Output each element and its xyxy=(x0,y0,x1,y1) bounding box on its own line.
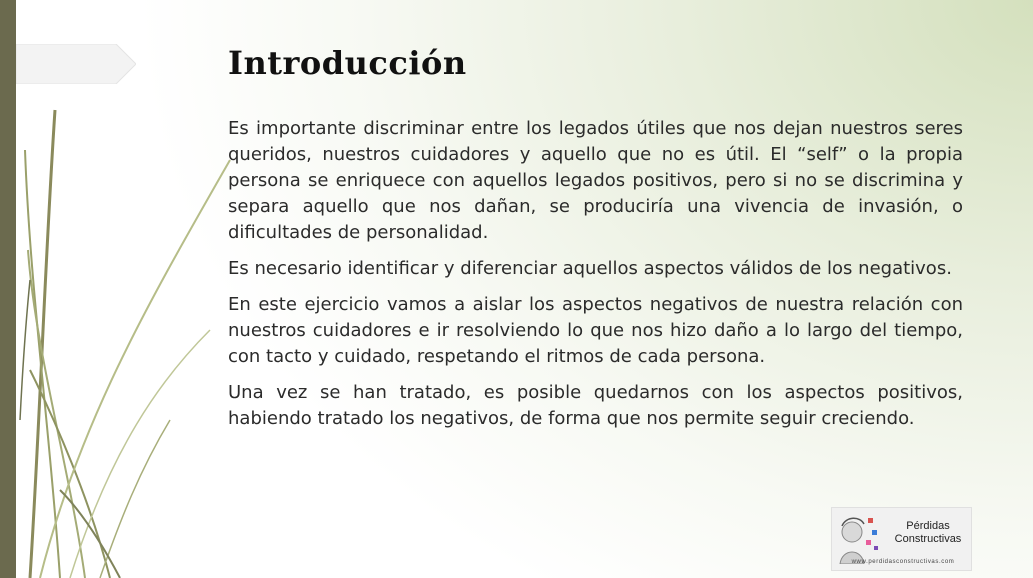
paragraph-4: Una vez se han tratado, es posible quedarnos con los aspectos positivos, habiendo tratado los negativos, de forma que nos permite seguir creciendo. xyxy=(228,382,963,429)
paragraph-2: Es necesario identificar y diferenciar aquellos aspectos válidos de los negativos. xyxy=(228,258,952,279)
logo-url: www.perdidasconstructivas.com xyxy=(851,559,955,565)
paragraph-1: Es importante discriminar entre los legados útiles que nos dejan nuestros seres queridos, nuestros cuidadores y aquello que no es útil. El “self” o la propia persona se enriquece con aquellos legados positivos, pero si no se discrimina y separa aquello que nos dañan, se produciría una vivencia de invasión, o dificultades de personalidad. xyxy=(228,118,963,243)
brand-logo xyxy=(831,507,972,571)
paragraph-3: En este ejercicio vamos a aislar los aspectos negativos de nuestra relación con nuestros cuidadores e ir resolviendo lo que nos hizo daño a lo largo del tiempo, con tacto y cuidado, respetando el ritmos de cada persona. xyxy=(228,294,963,367)
slide-title: Introducción xyxy=(228,44,467,82)
logo-figure-icon xyxy=(836,512,880,564)
slide-body xyxy=(228,116,963,442)
logo-name: Pérdidas Constructivas xyxy=(894,520,962,545)
